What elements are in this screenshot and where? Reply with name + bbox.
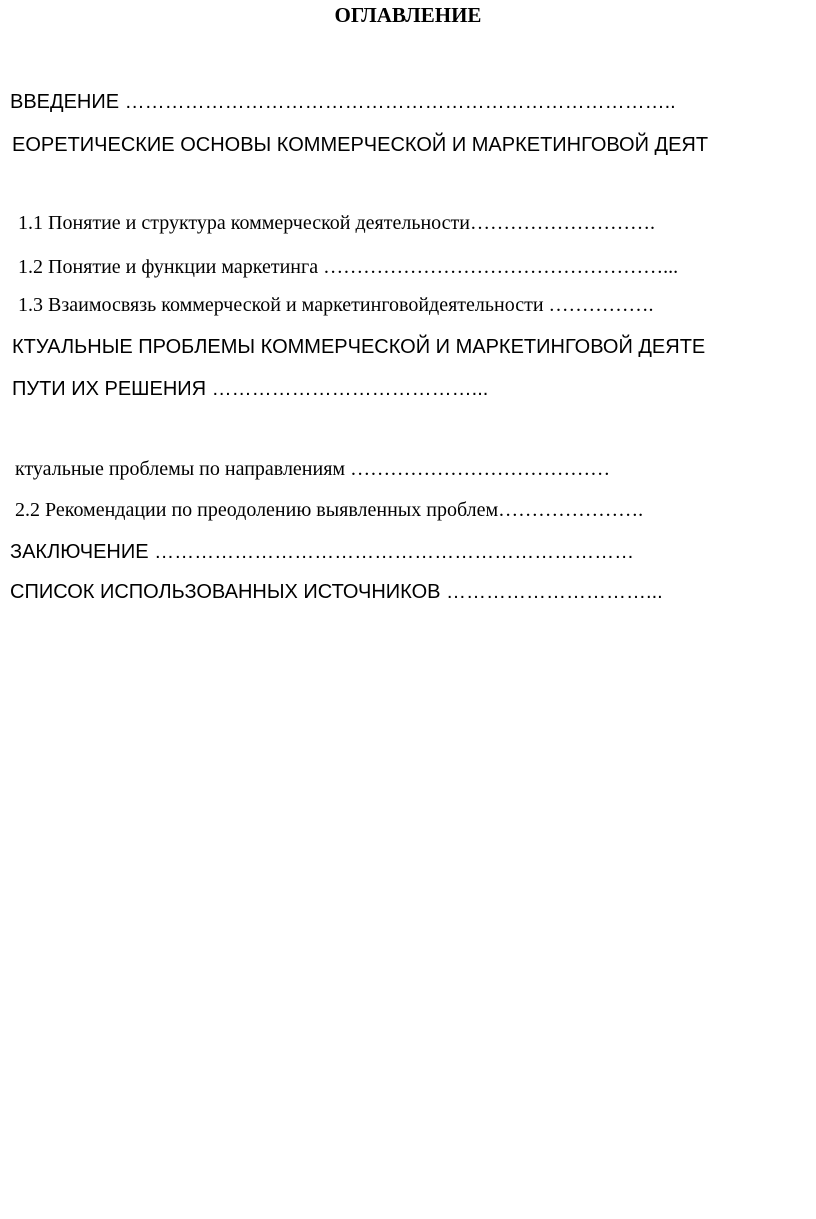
toc-entry-references: СПИСОК ИСПОЛЬЗОВАННЫХ ИСТОЧНИКОВ …………………………... bbox=[10, 581, 663, 603]
toc-entry-chapter-2: КТУАЛЬНЫЕ ПРОБЛЕМЫ КОММЕРЧЕСКОЙ И МАРКЕТИНГОВОЙ ДЕЯТЕ bbox=[12, 336, 706, 358]
page-title: ОГЛАВЛЕНИЕ bbox=[334, 3, 482, 27]
toc-entry-chapter-1: ЕОРЕТИЧЕСКИЕ ОСНОВЫ КОММЕРЧЕСКОЙ И МАРКЕТИНГОВОЙ ДЕЯТ bbox=[12, 134, 709, 156]
toc-entry-introduction: ВВЕДЕНИЕ ……………………………………………………………………….. bbox=[10, 91, 676, 113]
toc-entry-section-1-2: 1.2 Понятие и функции маркетинга ……………………………………………... bbox=[18, 256, 679, 278]
toc-entry-section-2-1: ктуальные проблемы по направлениям ………………………………… bbox=[15, 458, 611, 480]
toc-entry-section-2-2: 2.2 Рекомендации по преодолению выявленных проблем…………………. bbox=[15, 499, 644, 521]
toc-entry-chapter-2-cont: ПУТИ ИХ РЕШЕНИЯ …………………………………... bbox=[12, 378, 489, 400]
toc-entry-section-1-3: 1.3 Взаимосвязь коммерческой и маркетинговойдеятельности ……………. bbox=[18, 294, 654, 316]
toc-entry-conclusion: ЗАКЛЮЧЕНИЕ ……………………………………………………………… bbox=[10, 541, 635, 563]
toc-entry-section-1-1: 1.1 Понятие и структура коммерческой деятельности………………………. bbox=[18, 212, 655, 234]
